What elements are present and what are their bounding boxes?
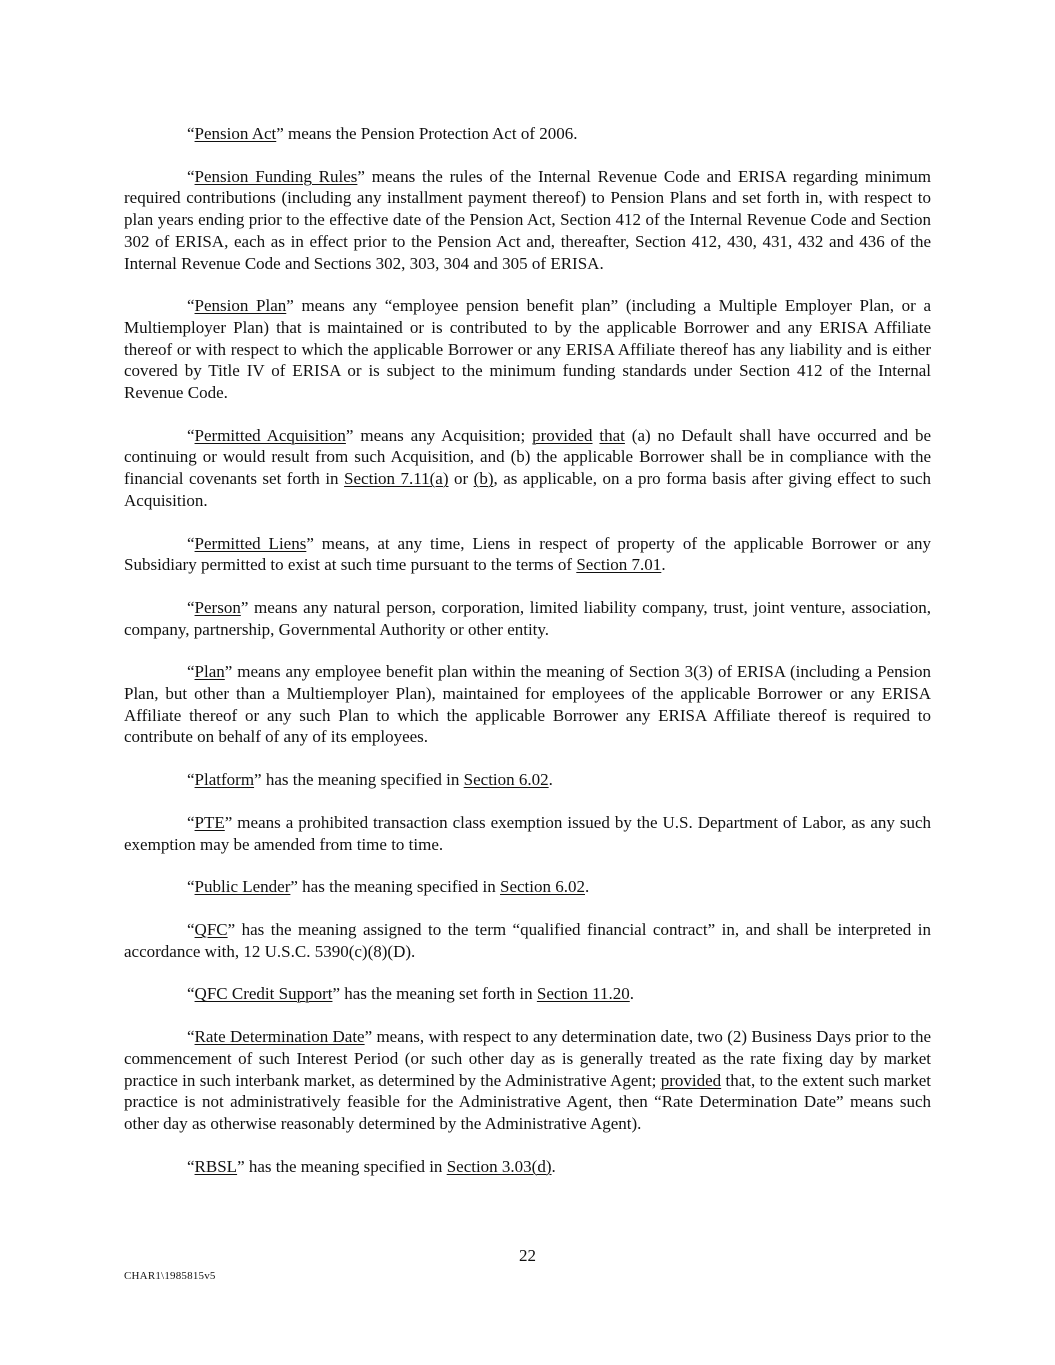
defined-term: Platform <box>194 770 255 790</box>
underlined-reference: Section 6.02 <box>500 877 585 897</box>
definition-text: “ <box>187 662 195 682</box>
defined-term: Rate Determination Date <box>194 1027 365 1047</box>
defined-term: QFC Credit Support <box>194 984 333 1004</box>
underlined-reference: that <box>599 425 625 445</box>
defined-term: Pension Plan <box>194 296 287 316</box>
document-id: CHAR1\1985815v5 <box>124 1270 216 1282</box>
defined-term: Pension Act <box>194 124 277 143</box>
definition-text: . <box>585 877 590 897</box>
definition-paragraph <box>124 661 931 748</box>
definition-text: ” means, with respect to any determination date, two (2) Business Days prior to the commencement of such Interest Period (or such other day as is generally treated as the rate fixing day by market practice in such interbank market, as determined by the Administrative Agent; <box>124 1027 931 1090</box>
defined-term: Person <box>194 597 241 617</box>
definition-paragraph <box>124 812 931 855</box>
underlined-reference: provided <box>660 1070 722 1090</box>
definition-text: “ <box>187 597 195 617</box>
definition-text: ” means a prohibited transaction class exemption issued by the U.S. Department of Labor, as any such exemption may be amended from time to time. <box>124 812 931 854</box>
definition-paragraph <box>124 876 931 898</box>
definition-text: “ <box>187 877 195 897</box>
definition-paragraph <box>124 983 931 1005</box>
definition-text: “ <box>187 166 195 186</box>
definition-text: . <box>661 555 666 575</box>
definition-paragraph <box>124 919 931 962</box>
definition-text: or <box>448 469 474 489</box>
definition-text: ” means any “employee pension benefit plan” (including a Multiple Employer Plan, or a Multiemployer Plan) that is maintained or is contributed to by the applicable Borrower and any ERISA Affiliate thereof or with respect to which the applicable Borrower or any ERISA Affiliate thereof has any liability and is either covered by Title IV of ERISA or is subject to the minimum funding standards under Section 412 of the Internal Revenue Code. <box>124 296 931 403</box>
definition-paragraph <box>124 295 931 404</box>
definition-paragraph <box>124 425 931 512</box>
definition-text: . <box>548 770 553 790</box>
definition-paragraph <box>124 769 931 791</box>
definition-paragraph <box>124 1026 931 1135</box>
definition-text: ” means any employee benefit plan within the meaning of Section 3(3) of ERISA (including a Pension Plan, but other than a Multiemployer Plan), maintained for employees of the applicable Borrower or any ERISA Affiliate thereof or any such Plan to which the applicable Borrower any ERISA Affiliate thereof is required to contribute on behalf of any of its employees. <box>124 662 931 747</box>
defined-term: Public Lender <box>194 877 291 897</box>
definition-paragraph <box>124 597 931 640</box>
definitions-list <box>124 123 931 1198</box>
definition-text: “ <box>187 124 195 143</box>
definition-text: ” means any Acquisition; <box>345 425 533 445</box>
underlined-reference: Section 6.02 <box>463 770 549 790</box>
definition-text: ” means the rules of the Internal Revenue Code and ERISA regarding minimum required contributions (including any installment payment thereof) to Pension Plans and set forth in, with respect to plan years ending prior to the effective date of the Pension Act, Section 412 of the Internal Revenue Code and Section 302 of ERISA, each as in effect prior to the Pension Act and, thereafter, Section 412, 430, 431, 432 and 436 of the Internal Revenue Code and Sections 302, 303, 304 and 305 of ERISA. <box>124 166 931 273</box>
definition-paragraph <box>124 166 931 275</box>
definition-text: “ <box>187 1156 195 1176</box>
definition-text: ” means, at any time, Liens in respect of property of the applicable Borrower or any Subsidiary permitted to exist at such time pursuant to the terms of <box>124 533 931 575</box>
definition-paragraph <box>124 1156 931 1178</box>
underlined-reference: Section 3.03(d) <box>446 1156 552 1176</box>
defined-term: Permitted Liens <box>194 533 307 553</box>
definition-text: ” has the meaning specified in <box>254 770 464 790</box>
definition-text: “ <box>187 984 195 1004</box>
definition-text: “ <box>187 296 195 316</box>
definition-text: (a) no Default shall have occurred and be continuing or would result from such Acquisition, and (b) the applicable Borrower shall be in compliance with the financial covenants set forth in <box>124 425 932 489</box>
definition-paragraph <box>124 123 931 145</box>
defined-term: PTE <box>194 812 225 832</box>
definition-text: that, to the extent such market practice is not administratively feasible for the Administrative Agent, then “Rate Determination Date” means such other day as otherwise reasonably determined by the Administrative Agent). <box>124 1070 931 1133</box>
definition-text: “ <box>187 919 195 939</box>
definition-text: ” has the meaning assigned to the term “qualified financial contract” in, and shall be interpreted in accordance with, 12 U.S.C. 5390(c)(8)(D). <box>124 919 931 961</box>
definition-text: ” means the Pension Protection Act of 2006. <box>276 124 578 143</box>
definition-text: ” has the meaning set forth in <box>332 984 537 1004</box>
definition-text: , as applicable, on a pro forma basis after giving effect to such Acquisition. <box>124 469 931 510</box>
underlined-reference: Section 11.20 <box>536 984 630 1004</box>
underlined-reference: Section 7.11(a) <box>344 469 449 489</box>
definition-text: ” means any natural person, corporation, limited liability company, trust, joint venture, association, company, partnership, Governmental Authority or other entity. <box>124 597 931 639</box>
definition-text: “ <box>187 770 195 790</box>
definition-text: “ <box>187 533 195 553</box>
defined-term: QFC <box>194 919 228 939</box>
definition-text: . <box>551 1156 556 1176</box>
page-number: 22 <box>519 1246 536 1265</box>
definition-text: “ <box>187 1027 195 1047</box>
underlined-reference: provided <box>532 425 593 445</box>
definition-paragraph <box>124 533 931 576</box>
defined-term: RBSL <box>194 1156 238 1176</box>
underlined-reference: Section 7.01 <box>576 555 662 575</box>
underlined-reference: (b) <box>473 469 494 489</box>
defined-term: Permitted Acquisition <box>194 425 346 445</box>
definition-text: . <box>629 984 634 1004</box>
definition-text: ” has the meaning specified in <box>290 877 500 897</box>
definition-text: “ <box>187 812 195 832</box>
definition-text: ” has the meaning specified in <box>237 1156 447 1176</box>
definition-text: “ <box>187 425 195 445</box>
defined-term: Pension Funding Rules <box>194 166 358 186</box>
defined-term: Plan <box>194 662 225 682</box>
